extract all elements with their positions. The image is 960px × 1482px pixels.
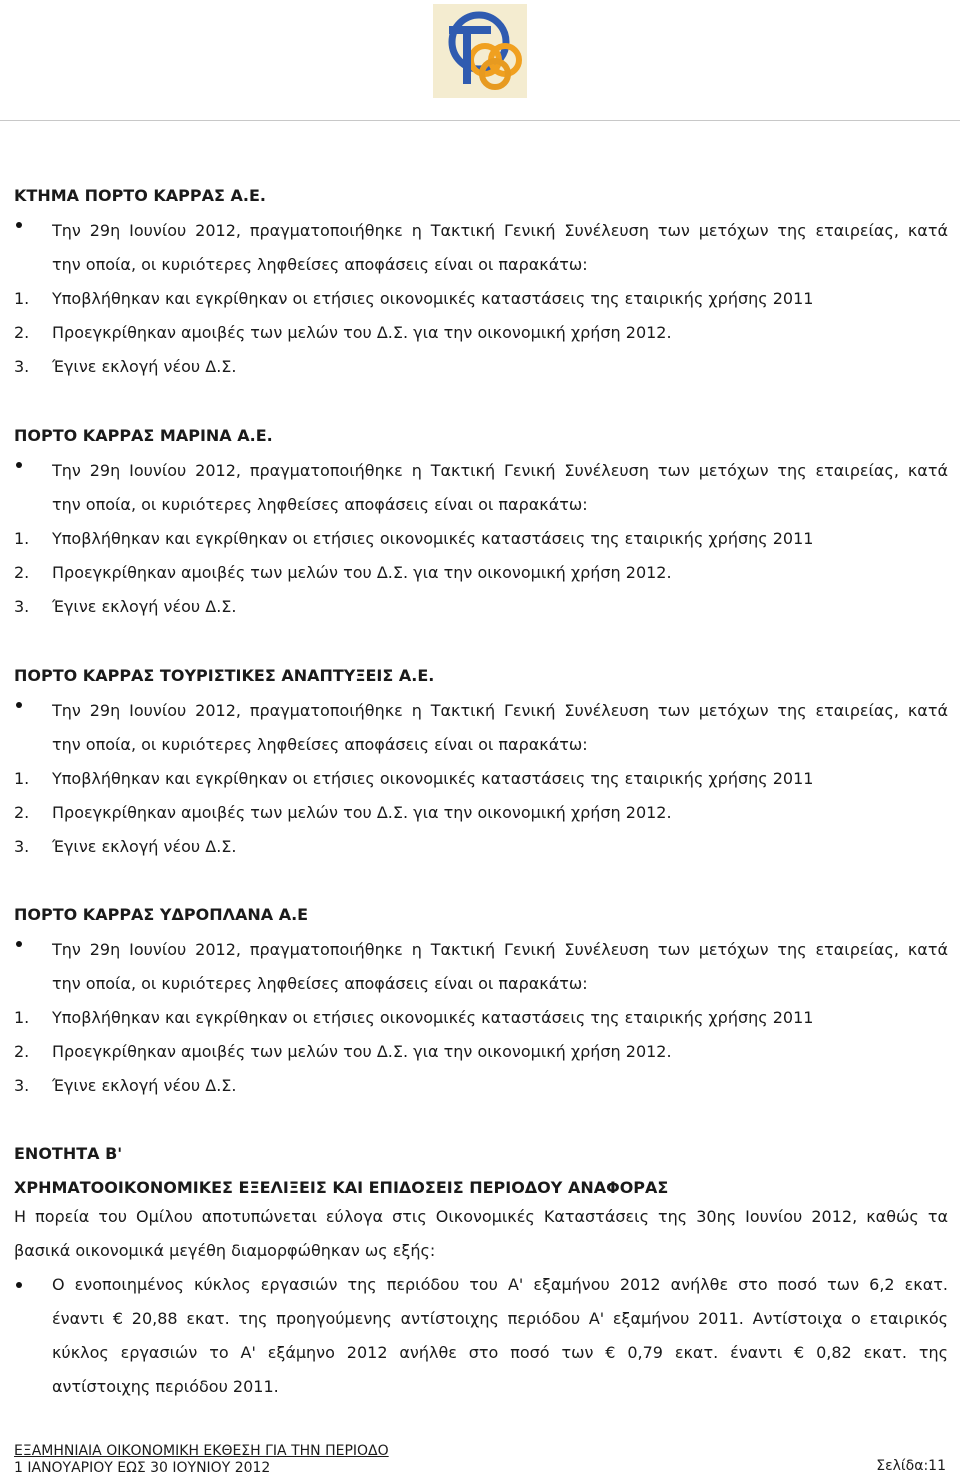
footer-line-2: 1 ΙΑΝΟΥΑΡΙΟΥ ΕΩΣ 30 ΙΟΥΝΙΟΥ 2012 [14, 1460, 271, 1476]
page-number: Σελίδα:11 [876, 1458, 946, 1474]
meeting-text-line-2: την οποία, οι κυριότερες ληφθείσες αποφάσεις είναι οι παρακάτω: [52, 495, 588, 514]
bullet-dot-icon [16, 462, 22, 468]
decision-item: 1. Υποβλήθηκαν και εγκρίθηκαν οι ετήσιες οικονομικές καταστάσεις της εταιρικής χρήσης 2011 [14, 289, 814, 308]
decision-item: 1. Υποβλήθηκαν και εγκρίθηκαν οι ετήσιες οικονομικές καταστάσεις της εταιρικής χρήσης 2011 [14, 769, 814, 788]
meeting-bullet [14, 694, 948, 762]
meeting-bullet [14, 933, 948, 1001]
bullet-dot-icon [16, 941, 22, 947]
meeting-text-line-1: Την 29η Ιουνίου 2012, πραγματοποιήθηκε η Τακτική Γενική Συνέλευση των μετόχων της εταιρείας, κατά [52, 701, 948, 720]
decision-item: 2. Προεγκρίθηκαν αμοιβές των μελών του Δ.Σ. για την οικονομική χρήση 2012. [14, 803, 672, 822]
section-title: ΠΟΡΤΟ ΚΑΡΡΑΣ ΥΔΡΟΠΛΑΝΑ Α.Ε [14, 905, 309, 924]
footer-line-1: ΕΞΑΜΗΝΙΑΙΑ ΟΙΚΟΝΟΜΙΚΗ ΕΚΘΕΣΗ ΓΙΑ ΤΗΝ ΠΕΡΙΟΔΟ [14, 1443, 389, 1459]
company-logo-icon [433, 4, 527, 98]
decision-item: 3. Έγινε εκλογή νέου Δ.Σ. [14, 357, 237, 376]
decision-item: 2. Προεγκρίθηκαν αμοιβές των μελών του Δ.Σ. για την οικονομική χρήση 2012. [14, 323, 672, 342]
section-title: ΚΤΗΜΑ ΠΟΡΤΟ ΚΑΡΡΑΣ Α.Ε. [14, 186, 266, 205]
decision-item: 3. Έγινε εκλογή νέου Δ.Σ. [14, 1076, 237, 1095]
revenue-line-2: έναντι € 20,88 εκατ. της προηγούμενης αντίστοιχης περιόδου Α' εξαμήνου 2011. Αντίστοιχα ο εταιρικός [52, 1309, 948, 1328]
section-title: ΠΟΡΤΟ ΚΑΡΡΑΣ ΤΟΥΡΙΣΤΙΚΕΣ ΑΝΑΠΤΥΞΕΙΣ Α.Ε. [14, 666, 435, 685]
meeting-text-line-1: Την 29η Ιουνίου 2012, πραγματοποιήθηκε η Τακτική Γενική Συνέλευση των μετόχων της εταιρείας, κατά [52, 221, 948, 240]
bullet-dot-icon [16, 702, 22, 708]
decision-item: 3. Έγινε εκλογή νέου Δ.Σ. [14, 597, 237, 616]
section-marina [14, 426, 948, 624]
header-divider [0, 120, 960, 121]
decision-item: 2. Προεγκρίθηκαν αμοιβές των μελών του Δ.Σ. για την οικονομική χρήση 2012. [14, 563, 672, 582]
revenue-bullet [14, 1268, 948, 1404]
decision-item: 2. Προεγκρίθηκαν αμοιβές των μελών του Δ.Σ. για την οικονομική χρήση 2012. [14, 1042, 672, 1061]
section-title: ΠΟΡΤΟ ΚΑΡΡΑΣ ΜΑΡΙΝΑ Α.Ε. [14, 426, 273, 445]
meeting-bullet [14, 214, 948, 282]
unit-b [14, 1144, 948, 1404]
unit-b-intro-line-2: βασικά οικονομικά μεγέθη διαμορφώθηκαν ως εξής: [14, 1241, 436, 1260]
bullet-dot-icon [16, 1282, 22, 1288]
meeting-text-line-2: την οποία, οι κυριότερες ληφθείσες αποφάσεις είναι οι παρακάτω: [52, 735, 588, 754]
meeting-text-line-1: Την 29η Ιουνίου 2012, πραγματοποιήθηκε η Τακτική Γενική Συνέλευση των μετόχων της εταιρείας, κατά [52, 461, 948, 480]
decision-item: 1. Υποβλήθηκαν και εγκρίθηκαν οι ετήσιες οικονομικές καταστάσεις της εταιρικής χρήσης 2011 [14, 1008, 814, 1027]
company-logo [433, 4, 527, 98]
unit-b-intro-line-1: Η πορεία του Ομίλου αποτυπώνεται εύλογα στις Οικονομικές Καταστάσεις της 30ης Ιουνίου 2012, καθώς τα [14, 1207, 948, 1226]
revenue-line-3: κύκλος εργασιών το Α' εξάμηνο 2012 ανήλθε στο ποσό των € 0,79 εκατ. έναντι € 0,82 εκατ. της [52, 1343, 948, 1362]
bullet-dot-icon [16, 222, 22, 228]
unit-b-heading: ΕΝΟΤΗΤΑ Β' [14, 1144, 123, 1163]
revenue-line-1: Ο ενοποιημένος κύκλος εργασιών της περιόδου του Α' εξαμήνου 2012 ανήλθε στο ποσό των 6,2 εκατ. [52, 1275, 948, 1294]
section-ktima [14, 186, 948, 384]
footer-report-title [14, 1443, 389, 1477]
meeting-text-line-2: την οποία, οι κυριότερες ληφθείσες αποφάσεις είναι οι παρακάτω: [52, 974, 588, 993]
revenue-line-4: αντίστοιχης περιόδου 2011. [52, 1377, 279, 1396]
decision-item: 1. Υποβλήθηκαν και εγκρίθηκαν οι ετήσιες οικονομικές καταστάσεις της εταιρικής χρήσης 2011 [14, 529, 814, 548]
section-touristikes [14, 666, 948, 864]
meeting-bullet [14, 454, 948, 522]
unit-b-subheading: ΧΡΗΜΑΤΟΟΙΚΟΝΟΜΙΚΕΣ ΕΞΕΛΙΞΕΙΣ ΚΑΙ ΕΠΙΔΟΣΕΙΣ ΠΕΡΙΟΔΟΥ ΑΝΑΦΟΡΑΣ [14, 1178, 669, 1197]
decision-item: 3. Έγινε εκλογή νέου Δ.Σ. [14, 837, 237, 856]
meeting-text-line-2: την οποία, οι κυριότερες ληφθείσες αποφάσεις είναι οι παρακάτω: [52, 255, 588, 274]
meeting-text-line-1: Την 29η Ιουνίου 2012, πραγματοποιήθηκε η Τακτική Γενική Συνέλευση των μετόχων της εταιρείας, κατά [52, 940, 948, 959]
section-ydroplana [14, 905, 948, 1103]
